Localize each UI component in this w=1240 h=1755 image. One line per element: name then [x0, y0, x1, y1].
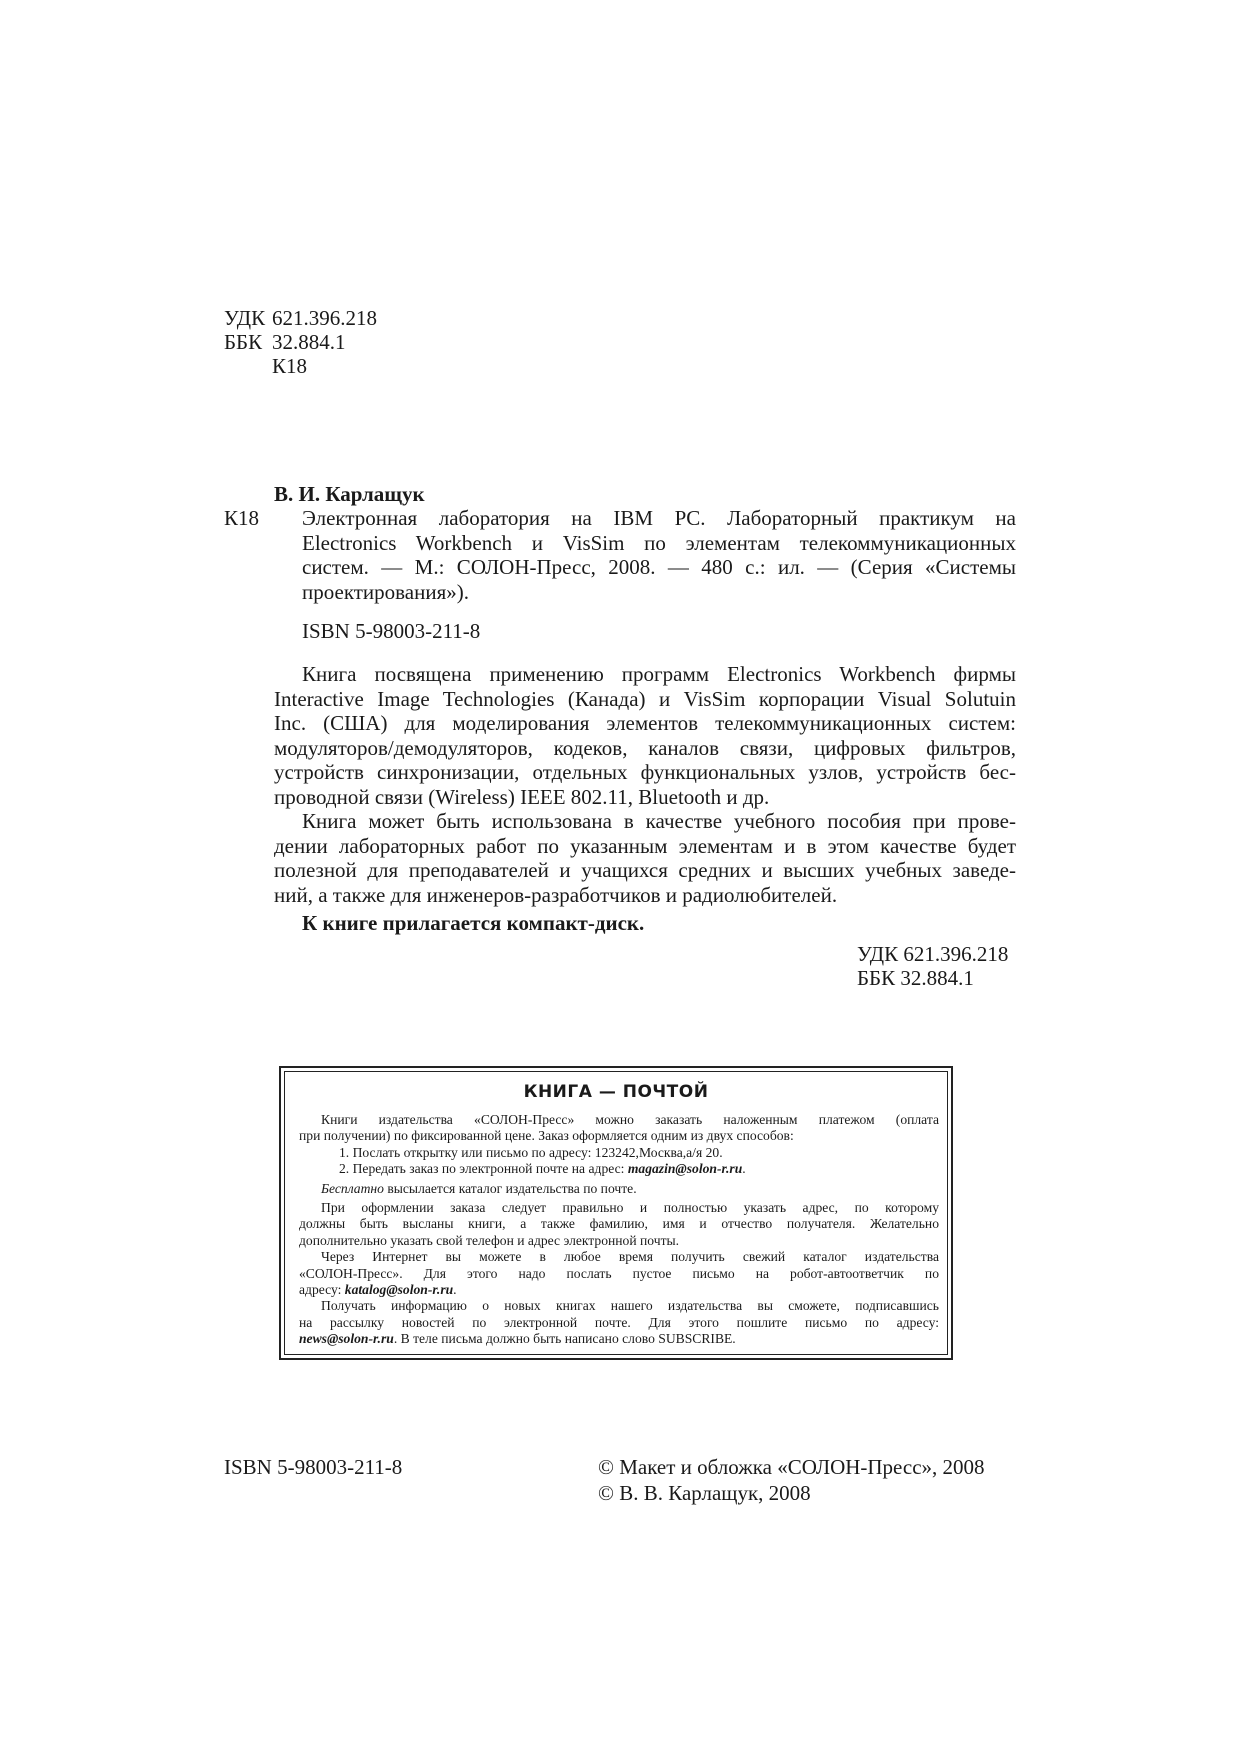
katalog-email-link[interactable]: katalog@solon-r.ru [344, 1282, 454, 1298]
bbk-row [224, 330, 584, 354]
isbn-card: ISBN 5-98003-211-8 [302, 619, 481, 643]
box-line: Через Интернет вы можете в любое время получить свежий каталог издательства [321, 1249, 939, 1265]
udk-label: УДК [224, 306, 266, 330]
bibliographic-description [302, 506, 1016, 604]
udk-row [224, 306, 584, 330]
author-mark: К18 [272, 354, 308, 378]
mail-order-body [299, 1112, 939, 1348]
news-suffix: . В теле письма должно быть написано слово SUBSCRIBE. [393, 1331, 736, 1347]
mail-order-box-inner [284, 1071, 948, 1355]
annotation-paragraph-2 [274, 809, 1016, 907]
box-line: Книги издательства «СОЛОН-Пресс» можно заказать наложенным платежом (оплата [321, 1112, 939, 1127]
description-line: Electronics Workbench и VisSim по элементам телекоммуникационных [302, 530, 1016, 555]
description-line: систем. — М.: СОЛОН-Пресс, 2008. — 480 с.: ил. — (Серия «Системы [302, 555, 1016, 579]
box-line: Получать информацию о новых книгах нашего издательства вы сможете, подписавшись [321, 1298, 939, 1314]
annotation-line: Interactive Image Technologies (Канада) и VisSim корпорации Visual Solutuin [274, 686, 1016, 711]
isbn-footer: ISBN 5-98003-211-8 [224, 1455, 403, 1479]
annotation-line: полезной для преподавателей и учащихся средних и высших учебных заведе- [274, 858, 1016, 882]
annotation-line: устройств синхронизации, отдельных функциональных узлов, устройств бес- [274, 760, 1016, 784]
mail-order-box [279, 1066, 953, 1360]
box-line: на рассылку новостей по электронной почте. Для этого пошлите письмо по адресу: [299, 1314, 939, 1330]
box-line: дополнительно указать свой телефон и адрес электронной почты. [299, 1232, 680, 1248]
box-line: должны быть высланы книги, а также фамилию, имя и отчество получателя. Желательно [299, 1216, 939, 1232]
internet-suffix: . [453, 1282, 457, 1298]
annotation-paragraph-1 [274, 662, 1016, 809]
copyright-block [598, 1455, 985, 1507]
annotation-line: ний, а также для инженеров-разработчиков и радиолюбителей. [274, 882, 838, 907]
cd-note: К книге прилагается компакт-диск. [302, 911, 645, 935]
catalog-address-line [299, 1282, 939, 1298]
annotation-line: Книга может быть использована в качестве учебного пособия при прове- [302, 809, 1016, 833]
news-email-link[interactable]: news@solon-r.ru [299, 1331, 394, 1347]
description-line: Электронная лаборатория на IBM PC. Лабораторный практикум на [302, 506, 1016, 530]
udk-right: УДК 621.396.218 [857, 942, 1009, 966]
option2-suffix: . [742, 1161, 746, 1177]
author-mark-side: К18 [224, 506, 260, 530]
annotation-line: модуляторов/демодуляторов, кодеков, каналов связи, цифровых фильтров, [274, 735, 1016, 760]
description-line: проектирования»). [302, 579, 469, 604]
free-catalog-line [299, 1181, 939, 1197]
box-line: При оформлении заказа следует правильно и полностью указать адрес, по которому [321, 1200, 939, 1216]
classification-header [224, 306, 584, 378]
annotation [274, 662, 1016, 936]
classification-right [857, 942, 1057, 990]
copyright-layout: © Макет и обложка «СОЛОН-Пресс», 2008 [598, 1455, 985, 1479]
copyright-author: © В. В. Карлащук, 2008 [598, 1481, 811, 1505]
order-option-2 [299, 1161, 939, 1177]
option2-prefix: 2. Передать заказ по электронной почте на адрес: [339, 1161, 625, 1177]
annotation-line: Книга посвящена применению программ Electronics Workbench фирмы [302, 662, 1016, 686]
internet-prefix: адресу: [299, 1282, 342, 1298]
mail-order-title: КНИГА — ПОЧТОЙ [523, 1082, 709, 1102]
news-address-line [299, 1331, 939, 1347]
free-word: Бесплатно [321, 1180, 384, 1196]
udk-value: 621.396.218 [272, 306, 377, 330]
annotation-line: Inc. (США) для моделирования элементов телекоммуникационных систем: [274, 711, 1016, 735]
author-name: В. И. Карлащук [274, 482, 425, 506]
magazin-email-link[interactable]: magazin@solon-r.ru [627, 1161, 743, 1177]
box-line: «СОЛОН-Пресс». Для этого надо послать пустое письмо на робот-автоответчик по [299, 1265, 939, 1281]
bbk-right: ББК 32.884.1 [857, 966, 974, 990]
annotation-line: проводной связи (Wireless) IEEE 802.11, Bluetooth и др. [274, 784, 770, 809]
bbk-label: ББК [224, 330, 263, 354]
annotation-line: дении лабораторных работ по указанным элементам и в этом качестве будет [274, 833, 1016, 858]
box-line: при получении) по фиксированной цене. Заказ оформляется одним из двух способов: [299, 1128, 794, 1144]
bbk-value: 32.884.1 [272, 330, 346, 354]
order-option-1: 1. Послать открытку или письмо по адресу: 123242,Москва,а/я 20. [339, 1144, 723, 1160]
free-rest: высылается каталог издательства по почте. [383, 1180, 637, 1196]
